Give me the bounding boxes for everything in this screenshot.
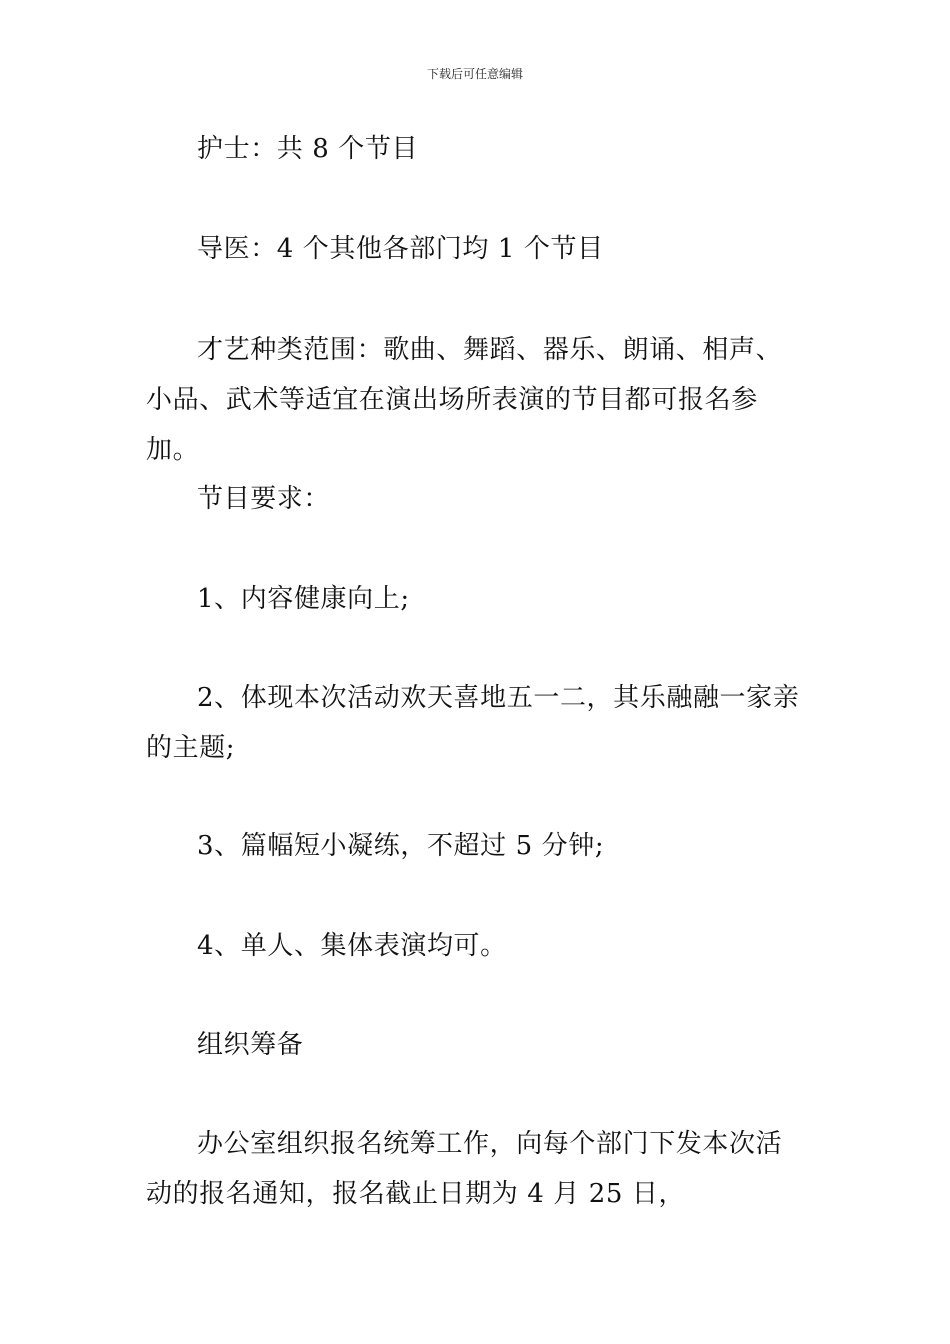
paragraph-organization-heading: 组织筹备 xyxy=(197,1030,304,1060)
paragraph-requirement-3: 3、篇幅短小凝练，不超过 5 分钟; xyxy=(197,831,605,861)
paragraph-nurses: 护士：共 8 个节目 xyxy=(197,134,419,164)
paragraph-talent-range: 才艺种类范围：歌曲、舞蹈、器乐、朗诵、相声、小品、武术等适宜在演出场所表演的节目都可报名参加。 xyxy=(146,335,783,465)
paragraph-requirement-2: 2、体现本次活动欢天喜地五一二，其乐融融一家亲的主题; xyxy=(146,683,800,763)
page-header: 下载后可任意编辑 xyxy=(426,67,523,81)
paragraph-requirement-1: 1、内容健康向上; xyxy=(197,584,410,614)
paragraph-requirements-heading: 节目要求： xyxy=(197,484,331,514)
paragraph-guides: 导医：4 个其他各部门均 1 个节目 xyxy=(197,234,604,264)
paragraph-requirement-4: 4、单人、集体表演均可。 xyxy=(197,931,507,961)
paragraph-office-organization: 办公室组织报名统筹工作，向每个部门下发本次活动的报名通知，报名截止日期为 4 月 25 日， xyxy=(146,1129,783,1209)
